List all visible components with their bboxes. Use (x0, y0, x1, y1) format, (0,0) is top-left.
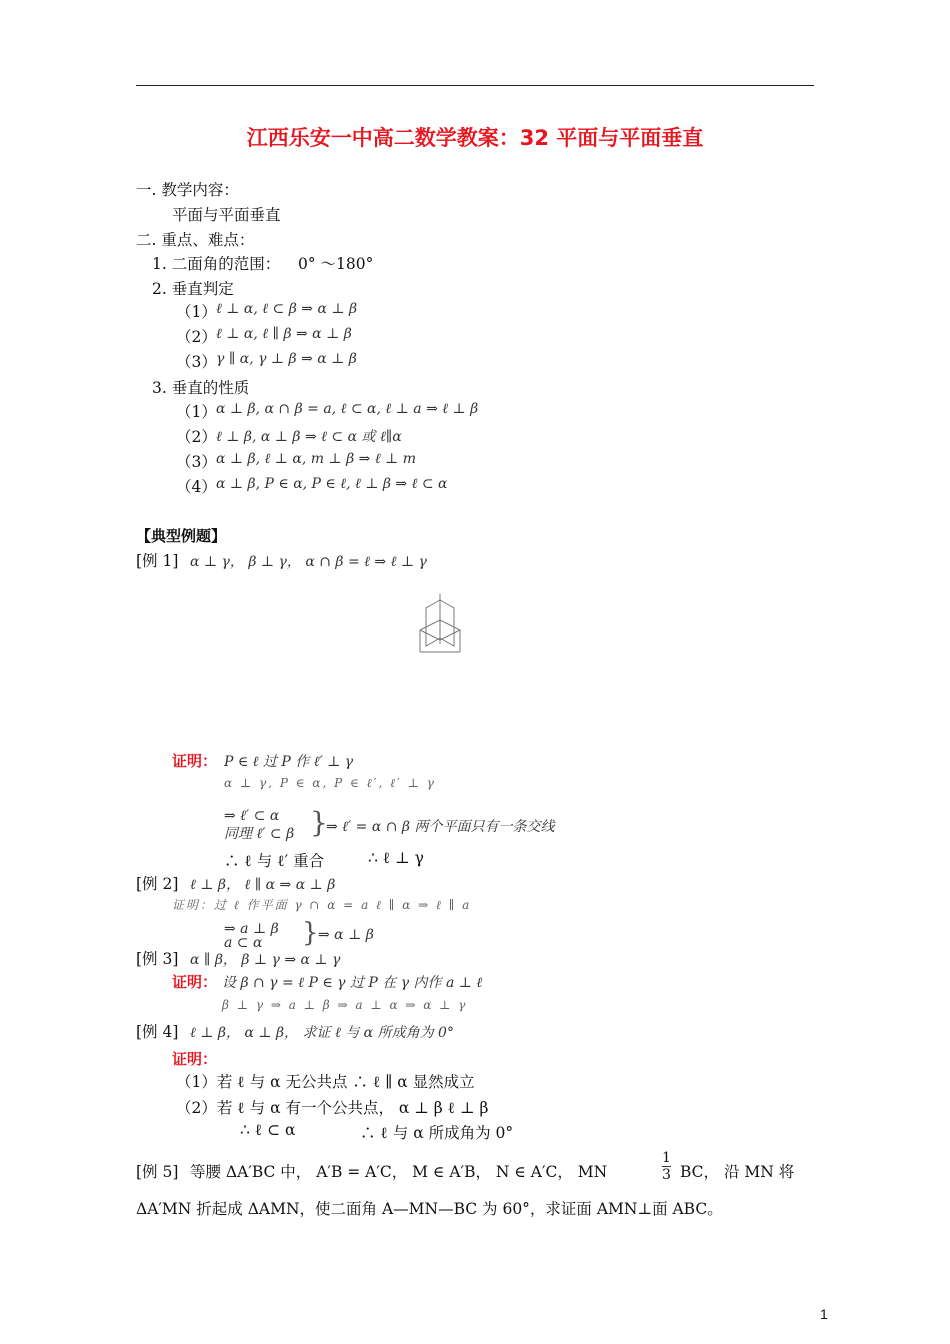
example-4-case: （2）若 ℓ 与 α 有一个公共点， α ⊥ β ℓ ⊥ β (176, 1099, 489, 1117)
item-dihedral-range-value: 0° ～180° (298, 255, 374, 273)
example-1-conclusion: ∴ ℓ 与 ℓ′ 重合 (224, 852, 325, 870)
example-4-label: [例 4] (136, 1023, 179, 1041)
criterion-number: （1） (176, 303, 217, 321)
example-3-proof-label: 证明： (172, 973, 218, 991)
example-3-label: [例 3] (136, 950, 179, 968)
example-2-proof-line: 证明：过 ℓ 作平面 γ ∩ α = a ℓ ∥ α ⇒ ℓ ∥ a (172, 898, 472, 912)
property-number: （3） (176, 453, 217, 471)
example-4-conclusion: ∴ ℓ ⊂ α (240, 1121, 296, 1139)
example-5-label: [例 5] (136, 1163, 179, 1181)
property-number: （1） (176, 403, 217, 421)
example-1-proof-line: ⇒ ℓ′ ⊂ α (224, 808, 280, 824)
item-perpendicular-criteria: 2. 垂直判定 (152, 280, 234, 298)
property-number: （2） (176, 428, 217, 446)
example-2-statement: ℓ ⊥ β， ℓ ∥ α ⇒ α ⊥ β (190, 877, 336, 893)
page-number: 1 (820, 1306, 828, 1322)
example-5-text: ΔA′MN 折起成 ΔAMN，使二面角 A—MN—BC 为 60°，求证面 AMN⊥面 ABC。 (136, 1200, 723, 1218)
example-3-proof-line: β ⊥ γ ⇒ a ⊥ β ⇒ a ⊥ α ⇒ α ⊥ γ (222, 998, 468, 1012)
brace-glyph: } (302, 918, 319, 948)
example-3-statement: α ∥ β， β ⊥ γ ⇒ α ⊥ γ (190, 952, 341, 968)
property-expression: α ⊥ β, ℓ ⊥ α, m ⊥ β ⇒ ℓ ⊥ m (216, 451, 417, 467)
property-number: （4） (176, 478, 217, 496)
example-2-proof-line: a ⊂ α (224, 935, 263, 951)
example-4-proof-label: 证明： (172, 1050, 218, 1068)
example-2-label: [例 2] (136, 875, 179, 893)
example-1-conclusion: ∴ ℓ ⊥ γ (368, 849, 424, 867)
example-4-case: （1）若 ℓ 与 α 无公共点 ∴ ℓ ∥ α 显然成立 (176, 1073, 475, 1091)
section-body-topic: 平面与平面垂直 (172, 206, 281, 224)
example-4-statement: ℓ ⊥ β， α ⊥ β， 求证 ℓ 与 α 所成角为 0° (190, 1025, 454, 1041)
example-4-conclusion: ∴ ℓ 与 α 所成角为 0° (360, 1124, 514, 1142)
item-dihedral-range-label: 1. 二面角的范围： (152, 255, 281, 273)
example-5-text: 等腰 ΔA′BC 中， A′B = A′C， M ∈ A′B， N ∈ A′C， MN (190, 1163, 608, 1181)
criterion-number: （3） (176, 353, 217, 371)
example-1-statement: α ⊥ γ， β ⊥ γ， α ∩ β = ℓ ⇒ ℓ ⊥ γ (190, 554, 427, 570)
header-rule (136, 85, 814, 86)
item-perpendicular-properties: 3. 垂直的性质 (152, 379, 250, 397)
section-heading-keypoints: 二. 重点、难点： (136, 231, 255, 249)
criterion-expression: ℓ ⊥ α, ℓ ∥ β ⇒ α ⊥ β (216, 326, 352, 342)
property-expression: α ⊥ β, P ∈ α, P ∈ ℓ, ℓ ⊥ β ⇒ ℓ ⊂ α (216, 476, 448, 492)
brace-glyph: } (310, 806, 328, 839)
example-3-proof-line: 设 β ∩ γ = ℓ P ∈ γ 过 P 在 γ 内作 a ⊥ ℓ (222, 975, 483, 991)
examples-heading: 【典型例题】 (136, 527, 227, 545)
example-5-text: BC， 沿 MN 将 (680, 1163, 795, 1181)
example-2-proof-line: ⇒ α ⊥ β (318, 927, 374, 943)
example-2-proof-line: ⇒ a ⊥ β (224, 921, 279, 937)
property-expression: ℓ ⊥ β, α ⊥ β ⇒ ℓ ⊂ α 或 ℓ∥α (216, 429, 402, 445)
criterion-expression: γ ∥ α, γ ⊥ β ⇒ α ⊥ β (216, 351, 357, 367)
criterion-number: （2） (176, 328, 217, 346)
fraction-numerator: 1 (662, 1150, 671, 1166)
example-1-proof-label: 证明： (172, 752, 218, 770)
example-1-proof-line: 同理 ℓ′ ⊂ β (224, 826, 295, 842)
example-1-proof-line: α ⊥ γ, P ∈ α, P ∈ ℓ′, ℓ′ ⊥ γ (224, 776, 436, 790)
example-1-proof-line: ⇒ ℓ′ = α ∩ β 两个平面只有一条交线 (326, 819, 555, 835)
criterion-expression: ℓ ⊥ α, ℓ ⊂ β ⇒ α ⊥ β (216, 301, 358, 317)
example-1-label: [例 1] (136, 552, 179, 570)
fraction-denominator: 3 (662, 1167, 671, 1183)
planes-figure (412, 590, 468, 658)
example-1-proof-line: P ∈ ℓ 过 P 作 ℓ′ ⊥ γ (224, 754, 354, 770)
property-expression: α ⊥ β, α ∩ β = a, ℓ ⊂ α, ℓ ⊥ a ⇒ ℓ ⊥ β (216, 401, 479, 417)
section-heading-content: 一. 教学内容： (136, 181, 239, 199)
fraction-one-third (662, 1150, 671, 1183)
page-title: 江西乐安一中高二数学教案：32 平面与平面垂直 (246, 126, 704, 150)
